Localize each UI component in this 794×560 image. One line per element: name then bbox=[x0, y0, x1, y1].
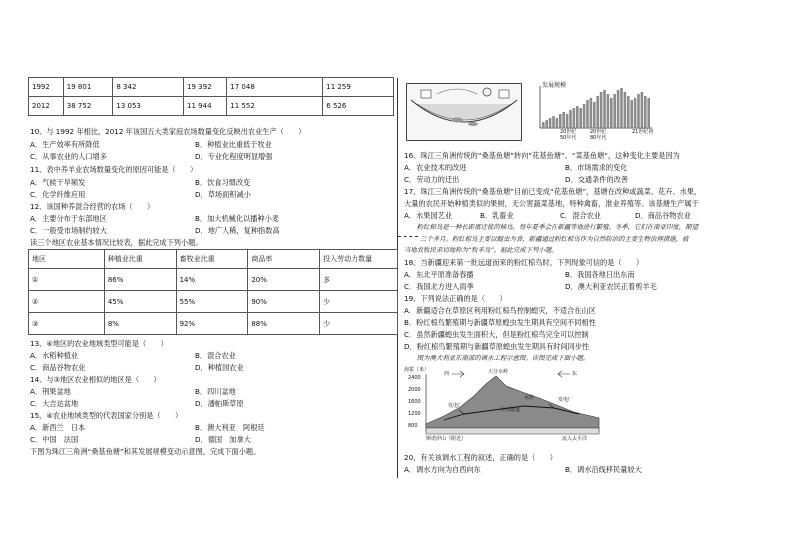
passage-line: 当地农牧民亲切地称为“牧羊鸟”。据此完成下列小题。 bbox=[404, 246, 558, 254]
scale-bar bbox=[559, 114, 562, 128]
y-tick: 2400 bbox=[408, 375, 421, 381]
scale-bar bbox=[549, 118, 552, 128]
dashed-rule bbox=[398, 236, 418, 237]
table-header: 畜牧业比重 bbox=[176, 250, 248, 269]
option-b[interactable]: B．粉红椋鸟繁殖期与新疆草原蝗虫发生期具有空间不同相性 bbox=[404, 318, 596, 327]
option-a[interactable]: A．调水方向为自西向东 bbox=[404, 465, 481, 474]
scale-label: 发展规模 bbox=[542, 82, 567, 89]
figure-intro: 下图为珠江三角洲“桑基鱼塘”和其发展规模变动示意图，完成下面小题。 bbox=[30, 447, 261, 456]
option-d[interactable]: D．粉红椋鸟繁殖期与新疆草原蝗虫发生期具有时间同步性 bbox=[404, 342, 590, 351]
option-b[interactable]: B．种植业比重低于牧业 bbox=[195, 140, 272, 149]
option-d[interactable]: D．种植园农业 bbox=[195, 363, 244, 372]
scale-bar bbox=[586, 100, 589, 128]
question-15: 15、④农业地域类型的代表国家分别是（ ） bbox=[30, 411, 183, 420]
table-cell: 8% bbox=[104, 313, 176, 335]
option-a[interactable]: A．新疆适合在草原区利用粉红椋鸟控制蝗灾，不适合在山区 bbox=[404, 306, 596, 315]
option-b[interactable]: B．乳畜业 bbox=[480, 211, 514, 220]
table-header: 地区 bbox=[29, 250, 105, 269]
option-a[interactable]: A．荆果盆地 bbox=[30, 387, 71, 396]
option-d[interactable]: D．专业化程度明显增强 bbox=[195, 152, 273, 161]
table-cell: 多 bbox=[320, 269, 398, 291]
table-cell: 45% bbox=[104, 291, 176, 313]
scale-bar bbox=[566, 114, 569, 128]
option-c[interactable]: C．一般受市场制约较大 bbox=[30, 226, 107, 235]
east-label: 东 bbox=[572, 371, 578, 377]
option-a[interactable]: A．新西兰 日本 bbox=[30, 423, 86, 432]
option-a[interactable]: A．农业技术的改进 bbox=[404, 163, 467, 172]
option-c[interactable]: C．劳动力的迁出 bbox=[404, 175, 460, 184]
table-cell: 6 526 bbox=[323, 97, 394, 116]
option-b[interactable]: B．澳大利亚 阿根廷 bbox=[195, 423, 265, 432]
option-b[interactable]: B．调水沿线移民量较大 bbox=[565, 465, 642, 474]
table-row bbox=[29, 313, 398, 335]
option-c[interactable]: C．我国北方进入雨季 bbox=[404, 282, 474, 291]
scale-bar bbox=[627, 96, 630, 128]
table-cell: 少 bbox=[320, 313, 398, 335]
scale-bar bbox=[562, 112, 565, 128]
tunnel-label: 引水隧道 bbox=[500, 407, 521, 413]
scale-bar bbox=[600, 92, 603, 128]
question-10: 10、与 1992 年相比，2012 年该国五大类家庭农场数量变化反映出农业生产（ ） bbox=[30, 127, 306, 136]
table-cell: 少 bbox=[320, 291, 398, 313]
house-icon bbox=[421, 90, 431, 98]
table-cell: 86% bbox=[104, 269, 176, 291]
question-13: 13、④地区的农业地域类型可能是（ ） bbox=[30, 339, 168, 348]
option-a[interactable]: A．水果园艺业 bbox=[404, 211, 453, 220]
table-cell: 17 048 bbox=[227, 78, 323, 97]
table-cell: 1992 bbox=[29, 78, 64, 97]
table-cell: 19 392 bbox=[184, 78, 227, 97]
house-icon bbox=[499, 90, 509, 98]
fish-icon bbox=[468, 122, 478, 126]
scale-bar bbox=[630, 100, 633, 128]
scale-bar bbox=[545, 120, 548, 128]
mulberry-pond-diagram bbox=[406, 83, 522, 141]
water-diversion-figure bbox=[404, 366, 604, 446]
question-12: 12、该国种养混合经营的农场（ ） bbox=[30, 202, 155, 211]
question-14: 14、与③地区农业相似的地区是（ ） bbox=[30, 375, 161, 384]
power-plant-label: 发电厂 bbox=[558, 397, 574, 403]
option-d[interactable]: D．澳大利亚农民正着剪羊毛 bbox=[565, 282, 657, 291]
scale-bar bbox=[569, 110, 572, 128]
option-a[interactable]: A．主要分布于东部地区 bbox=[30, 214, 107, 223]
option-b[interactable]: B．饮食习惯改变 bbox=[195, 178, 251, 187]
scale-bar bbox=[647, 98, 650, 128]
scale-bar bbox=[641, 92, 644, 128]
y-tick: 1600 bbox=[408, 399, 421, 405]
scale-bar bbox=[552, 116, 555, 128]
scale-bar bbox=[590, 98, 593, 128]
divide-label: 大分水岭 bbox=[488, 369, 509, 375]
option-c[interactable]: C．商品谷物农业 bbox=[30, 363, 86, 372]
table-header: 投入劳动力数量 bbox=[320, 250, 398, 269]
option-b[interactable]: B．市场需求的变化 bbox=[565, 163, 628, 172]
scale-bar bbox=[634, 98, 637, 128]
question-17-line2: 大量的农民开始种植类似的果树，无公害蔬菜基地，特种禽畜，淮业养殖等。该基塘生产属于 bbox=[404, 199, 699, 208]
table-cell: 92% bbox=[176, 313, 248, 335]
table-cell: 2012 bbox=[29, 97, 64, 116]
x-label-1950s: 20世纪50年代 bbox=[560, 129, 577, 141]
table-cell: 13 053 bbox=[113, 97, 184, 116]
right-river-label: 流入太平洋 bbox=[562, 436, 588, 442]
y-tick: 1200 bbox=[408, 411, 421, 417]
top-table bbox=[28, 77, 394, 116]
table-cell: 20% bbox=[248, 269, 320, 291]
table-row bbox=[29, 291, 398, 313]
scale-bar bbox=[542, 122, 545, 128]
option-d[interactable]: D．草场面积减小 bbox=[195, 190, 251, 199]
scale-bar bbox=[603, 90, 606, 128]
fish-icon bbox=[451, 118, 463, 123]
scale-bar bbox=[573, 108, 576, 128]
scale-bar bbox=[593, 102, 596, 128]
scale-bar bbox=[620, 88, 623, 128]
table-intro: 读三个地区农业基本情况比较表，据此完成下列小题。 bbox=[30, 238, 203, 247]
option-c[interactable]: C．混合农业 bbox=[560, 211, 601, 220]
scale-bar bbox=[579, 108, 582, 128]
x-label-1980s: 20世纪80年代 bbox=[590, 129, 607, 141]
question-16: 16、珠江三角洲传统的“桑基鱼塘”转向“花基鱼塘”、“菜基鱼塘”，这种变化主要是因为 bbox=[404, 151, 680, 160]
table-cell: 8 342 bbox=[113, 78, 184, 97]
table-row bbox=[29, 269, 398, 291]
option-d[interactable]: D．交通条件的改善 bbox=[565, 175, 629, 184]
option-a[interactable]: A．水稻种植业 bbox=[30, 351, 79, 360]
scale-bar bbox=[583, 104, 586, 128]
figure-intro: 图为澳大利亚东南部的调水工程示意图。读图完成下面小题。 bbox=[404, 354, 590, 362]
option-a[interactable]: A．气候干旱频发 bbox=[30, 178, 86, 187]
table-row bbox=[29, 78, 394, 97]
table-cell: 14% bbox=[176, 269, 248, 291]
table-header-row bbox=[29, 250, 398, 269]
option-a[interactable]: A．生产效率有所降低 bbox=[30, 140, 100, 149]
y-axis-unit: 海拔（米） bbox=[404, 367, 430, 373]
table-cell: 11 259 bbox=[323, 78, 394, 97]
option-d[interactable]: D．地广人稀，复种指数高 bbox=[195, 226, 280, 235]
pond-diagram-svg bbox=[407, 84, 521, 140]
option-b[interactable]: B．四川盆地 bbox=[195, 387, 236, 396]
question-18: 18、当新疆迎来第一批远道而来的粉红椋鸟时，下列现象可信的是（ ） bbox=[404, 258, 644, 267]
table-cell: 38 752 bbox=[63, 97, 113, 116]
scale-bar bbox=[637, 94, 640, 128]
scale-bar bbox=[617, 90, 620, 128]
option-c[interactable]: C．从事农业的人口增多 bbox=[30, 152, 107, 161]
table-cell: 11 552 bbox=[227, 97, 323, 116]
passage-line: 粉红椋鸟是一种长距离迁徙的候鸟，每年夏季会在新疆等地进行繁殖。冬季，它们在南亚印度，期望 bbox=[404, 223, 698, 231]
table-cell: 11 944 bbox=[184, 97, 227, 116]
y-tick: 2000 bbox=[408, 387, 421, 393]
table-cell: 88% bbox=[248, 313, 320, 335]
table-cell: 90% bbox=[248, 291, 320, 313]
option-b[interactable]: B．混合农业 bbox=[195, 351, 236, 360]
x-label-21c: 21世纪初 bbox=[632, 129, 654, 135]
question-17: 17、珠江三角洲传统的“桑基鱼塘”目前已变成“花基鱼塘”，基塘在改种或蔬菜、花卉、水果， bbox=[404, 187, 702, 196]
option-c[interactable]: C．大吉达盆地 bbox=[30, 399, 79, 408]
option-b[interactable]: B．加大机械化以播种小麦 bbox=[195, 214, 279, 223]
table-cell: 19 801 bbox=[63, 78, 113, 97]
table-cell: ② bbox=[29, 291, 105, 313]
question-11: 11、表中养羊业农场数量变化的原因可能是（ ） bbox=[30, 165, 198, 174]
left-river-label: 斯诺伊山（附近） bbox=[426, 436, 467, 442]
table-cell: ③ bbox=[29, 313, 105, 335]
option-c[interactable]: C．中国 法国 bbox=[30, 435, 79, 444]
scale-bar bbox=[607, 94, 610, 128]
option-a[interactable]: A．东北平原准备春播 bbox=[404, 270, 474, 279]
table-row bbox=[29, 97, 394, 116]
y-tick: 800 bbox=[408, 423, 418, 429]
scale-bar bbox=[596, 96, 599, 128]
development-scale-chart bbox=[524, 82, 654, 142]
scale-bar bbox=[556, 118, 559, 128]
table-header: 商品率 bbox=[248, 250, 320, 269]
scale-bar bbox=[610, 98, 613, 128]
option-c[interactable]: C．化学纤维应用 bbox=[30, 190, 86, 199]
passage-line: 三个多月。粉红椋鸟主要以蝗虫为食，新疆通过粉红椋鸟作为自然防治的主要生物治理措施，被 bbox=[420, 235, 689, 243]
option-d[interactable]: D．德国 加拿大 bbox=[195, 435, 251, 444]
option-d[interactable]: D．商品谷物农业 bbox=[635, 211, 691, 220]
west-label: 西 bbox=[444, 371, 450, 377]
sun-icon bbox=[483, 88, 491, 96]
option-b[interactable]: B．我国各地日出东南 bbox=[565, 270, 635, 279]
question-19: 19、下列说法正确的是（ ） bbox=[404, 294, 507, 303]
region-table bbox=[28, 249, 398, 335]
scale-bar bbox=[624, 92, 627, 128]
reservoir-label: 水库 bbox=[524, 395, 535, 401]
scale-bar bbox=[613, 94, 616, 128]
question-20: 20、有关该调水工程的叙述，正确的是（ ） bbox=[404, 453, 557, 462]
table-cell: 55% bbox=[176, 291, 248, 313]
power-plant-label: 发电厂 bbox=[448, 403, 464, 409]
option-c[interactable]: C．虽然新疆蝗虫发生面积大，但是粉红椋鸟完全可以控制 bbox=[404, 330, 589, 339]
table-header: 种植业比重 bbox=[104, 250, 176, 269]
option-d[interactable]: D．潘帕斯草原 bbox=[195, 399, 244, 408]
scale-bar bbox=[576, 106, 579, 128]
scale-bar bbox=[644, 96, 647, 128]
table-cell: ① bbox=[29, 269, 105, 291]
